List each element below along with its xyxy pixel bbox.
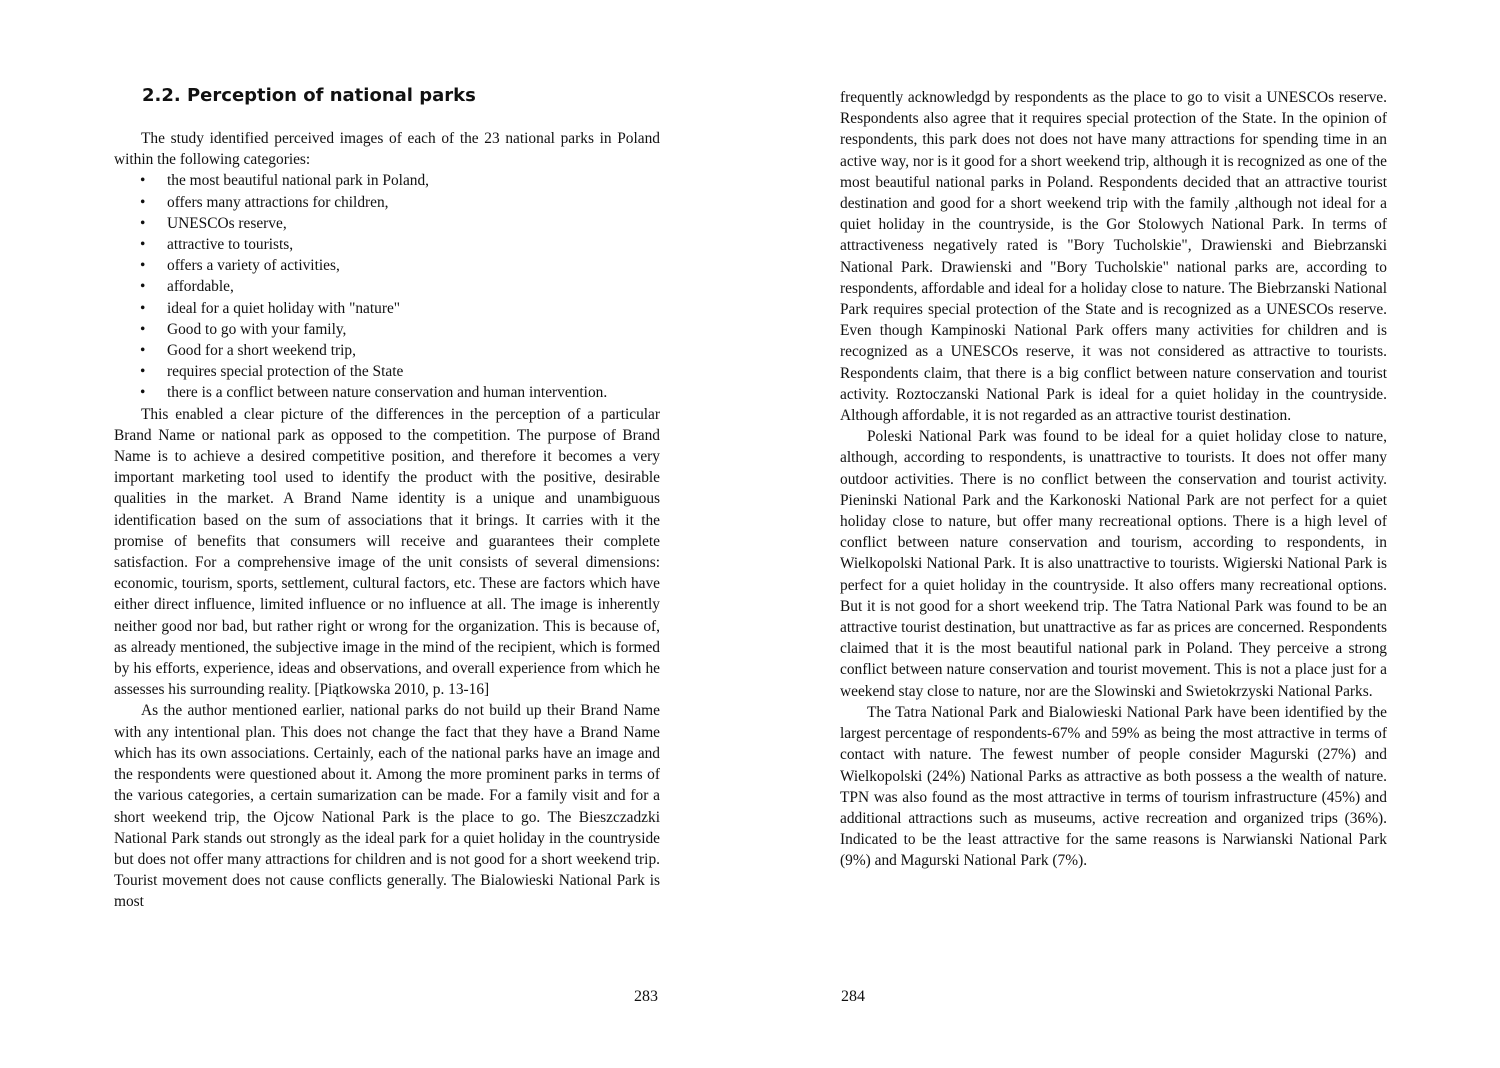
bullet-icon: • bbox=[140, 278, 146, 296]
bullet-icon: • bbox=[140, 320, 146, 338]
intro-paragraph: The study identified perceived images of each of the 23 national parks in Poland within the following categories: bbox=[114, 130, 660, 169]
bullet-icon: • bbox=[140, 257, 146, 275]
list-item bbox=[114, 213, 660, 234]
list-item bbox=[114, 340, 660, 361]
list-item-text: offers many attractions for children, bbox=[167, 193, 389, 211]
bullet-icon: • bbox=[140, 193, 146, 211]
list-item-text: ideal for a quiet holiday with "nature" bbox=[167, 299, 401, 317]
list-item-text: Good to go with your family, bbox=[167, 320, 347, 338]
right-text-column bbox=[840, 87, 1387, 872]
list-item-text: attractive to tourists, bbox=[167, 236, 294, 254]
section-heading: 2.2. Perception of national parks bbox=[142, 85, 476, 106]
list-item bbox=[114, 192, 660, 213]
list-item bbox=[114, 361, 660, 382]
bullet-icon: • bbox=[140, 342, 146, 360]
list-item-text: affordable, bbox=[167, 278, 234, 296]
list-item-text: UNESCOs reserve, bbox=[167, 214, 287, 232]
list-item bbox=[114, 234, 660, 255]
list-item bbox=[114, 319, 660, 340]
bullet-icon: • bbox=[140, 384, 146, 402]
bullet-icon: • bbox=[140, 214, 146, 232]
body-paragraph: The Tatra National Park and Bialowieski National Park have been identified by the largest percentage of respondents-67% and 59% as being the most attractive in terms of contact with nature. The fewest number of people consider Magurski (27%) and Wielkopolski (24%) National Parks as attractive as both possess a the wealth of nature. TPN was also found as the most attractive in terms of tourism infrastructure (45%) and additional attractions such as museums, active recreation and organized trips (36%). Indicated to be the least attractive for the same reasons is Narwianski National Park (9%) and Magurski National Park (7%). bbox=[840, 703, 1387, 870]
body-paragraph: This enabled a clear picture of the differences in the perception of a particular Brand Name or national park as opposed to the competition. The purpose of Brand Name is to achieve a desired competitive position, and therefore it becomes a very important marketing tool used to identify the product with the positive, desirable qualities in the market. A Brand Name identity is a unique and unambiguous identification based on the sum of associations that it brings. It carries with it the promise of benefits that consumers will receive and guarantees their complete satisfaction. For a comprehensive image of the unit consists of several dimensions: economic, tourism, sports, settlement, cultural factors, etc. These are factors which have either direct influence, limited influence or no influence at all. The image is inherently neither good nor bad, but rather right or wrong for the organization. This is because of, as already mentioned, the subjective image in the mind of the recipient, which is formed by his efforts, experience, ideas and observations, and overall experience from which he assesses his surrounding reality. [Piątkowska 2010, p. 13-16] bbox=[114, 405, 660, 699]
list-item bbox=[114, 170, 660, 191]
list-item-text: requires special protection of the State bbox=[167, 363, 404, 381]
body-paragraph: Poleski National Park was found to be ideal for a quiet holiday close to nature, although, according to respondents, is unattractive to tourists. It does not offer many outdoor activities. There is no conflict between the conservation and tourist activity. Pieninski National Park and the Karkonoski National Park are not perfect for a quiet holiday close to nature, but offer many recreational options. There is a high level of conflict between nature conservation and tourism, according to respondents, in Wielkopolski National Park. It is also unattractive to tourists. Wigierski National Park is perfect for a quiet holiday in the countryside. It also offers many recreational options. But it is not good for a short weekend trip. The Tatra National Park was found to be an attractive tourist destination, but unattractive as far as prices are concerned. Respondents claimed that it is the most beautiful national park in Poland. They perceive a strong conflict between nature conservation and tourist movement. This is not a place just for a weekend stay close to nature, nor are the Slowinski and Swietokrzyski National Parks. bbox=[840, 428, 1387, 700]
list-item bbox=[114, 382, 660, 403]
category-list bbox=[114, 170, 660, 403]
bullet-icon: • bbox=[140, 172, 146, 190]
list-item bbox=[114, 255, 660, 276]
list-item bbox=[114, 276, 660, 297]
bullet-icon: • bbox=[140, 299, 146, 317]
page-number: 284 bbox=[841, 988, 865, 1005]
right-page bbox=[750, 0, 1500, 1068]
continued-paragraph: frequently acknowledgd by respondents as the place to go to visit a UNESCOs reserve. Respondents also agree that it requires special protection of the State. In the opinion of respondents, this park does not does not have many attractions for spending time in an active way, nor is it good for a short weekend trip, although it is recognized as one of the most beautiful national parks in Poland. Respondents decided that an attractive tourist destination and good for a short weekend trip with the family ,although not ideal for a quiet holiday in the countryside, is the Gor Stolowych National Park. In terms of attractiveness negatively rated is "Bory Tucholskie", Drawienski and Biebrzanski National Park. Drawienski and "Bory Tucholskie" national parks are, according to respondents, affordable and ideal for a holiday close to nature. The Biebrzanski National Park requires special protection of the State and is recognized as a UNESCOs reserve. Even though Kampinoski National Park offers many activities for children and is recognized as a UNESCOs reserve, it was not considered as attractive to tourists. Respondents claim, that there is a big conflict between nature conservation and tourist activity. Roztoczanski National Park is ideal for a quiet holiday in the countryside. Although affordable, it is not regarded as an attractive tourist destination. bbox=[840, 89, 1387, 425]
left-text-column bbox=[114, 128, 660, 913]
list-item-text: the most beautiful national park in Poland, bbox=[167, 172, 430, 190]
list-item bbox=[114, 298, 660, 319]
list-item-text: offers a variety of activities, bbox=[167, 257, 340, 275]
list-item-text: Good for a short weekend trip, bbox=[167, 342, 356, 360]
bullet-icon: • bbox=[140, 363, 146, 381]
body-paragraph: As the author mentioned earlier, national parks do not build up their Brand Name with any intentional plan. This does not change the fact that they have a Brand Name which has its own associations. Certainly, each of the national parks have an image and the respondents were questioned about it. Among the more prominent parks in terms of the various categories, a certain sumarization can be made. For a family visit and for a short weekend trip, the Ojcow National Park is the place to go. The Bieszczadzki National Park stands out strongly as the ideal park for a quiet holiday in the countryside but does not offer many attractions for children and is not good for a short weekend trip. Tourist movement does not cause conflicts generally. The Bialowieski National Park is most bbox=[114, 702, 660, 911]
list-item-text: there is a conflict between nature conservation and human intervention. bbox=[167, 384, 608, 402]
bullet-icon: • bbox=[140, 236, 146, 254]
page-number: 283 bbox=[634, 988, 658, 1005]
